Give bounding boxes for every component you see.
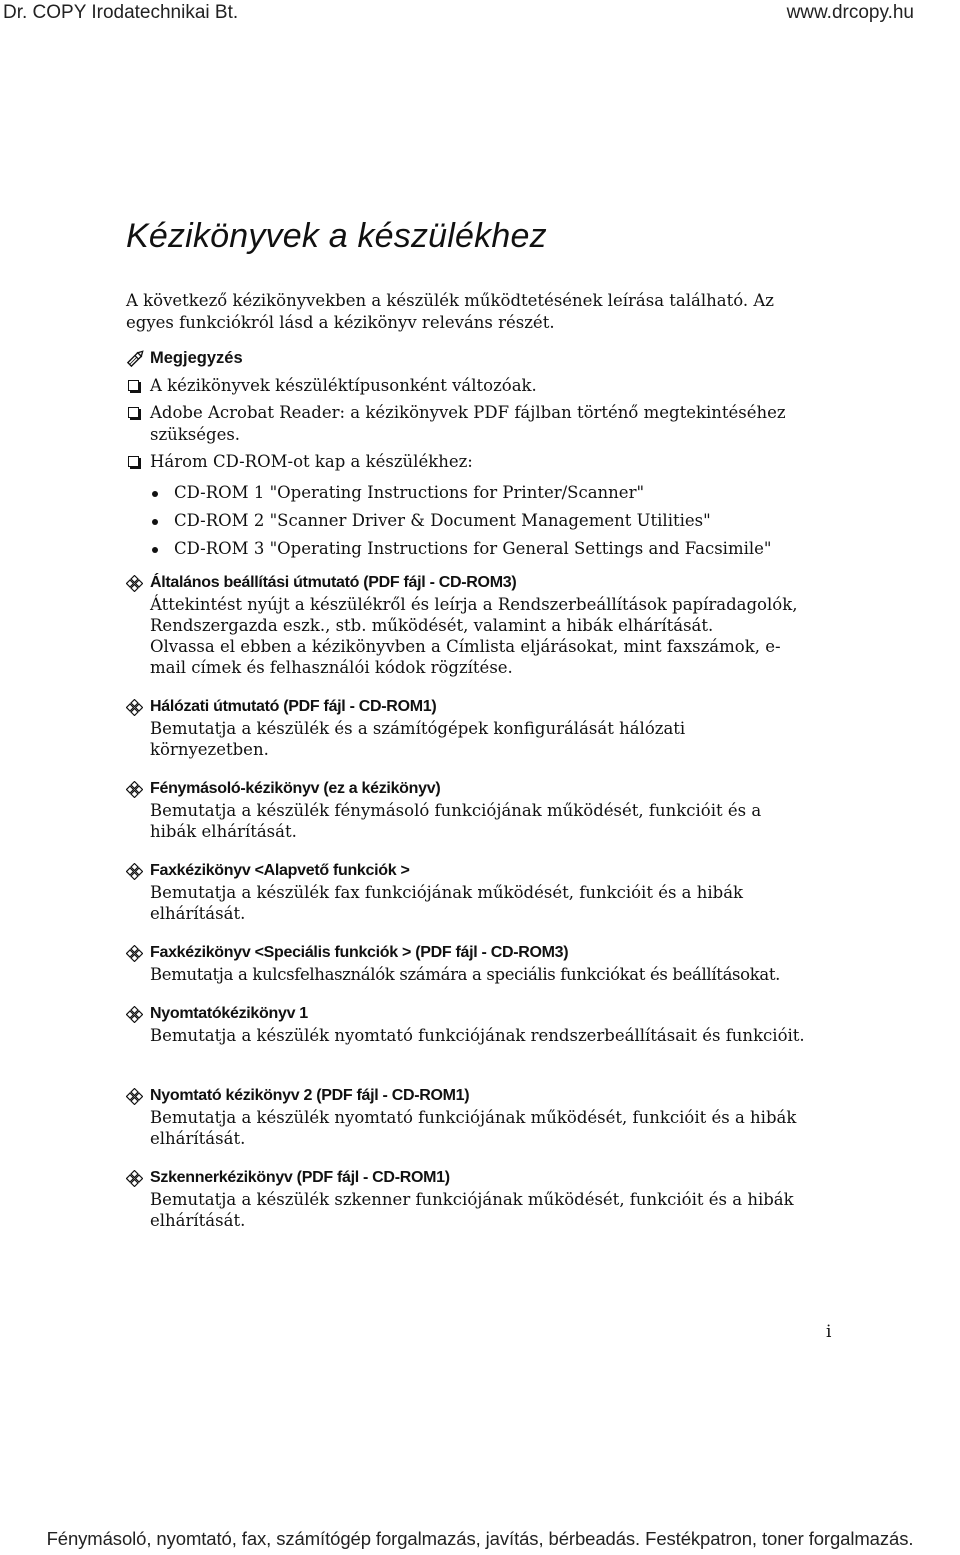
section-title: Nyomtató kézikönyv 2 (PDF fájl - CD-ROM1) (150, 1087, 470, 1104)
cdrom-list (150, 482, 826, 560)
diamond-bullet-icon (126, 1088, 143, 1105)
section-title: Általános beállítási útmutató (PDF fájl - CD-ROM3) (150, 574, 517, 591)
section-body (126, 800, 806, 842)
section-body (126, 718, 806, 760)
note-item (126, 375, 826, 397)
section-paragraph: Áttekintést nyújt a készülékről és leírja a Rendszerbeállítások papíradagolók, Rendszergazda eszk., stb. működését, valamint a hibák elhárítását. (150, 595, 798, 635)
section-body (126, 882, 806, 924)
cdrom-item-text: CD-ROM 2 "Scanner Driver & Document Management Utilities" (174, 511, 711, 530)
section-body (126, 1189, 806, 1231)
bullet-dot-icon (152, 547, 158, 553)
checkbox-bullet-icon (128, 407, 139, 418)
page-title: Kézikönyvek a készülékhez (126, 217, 547, 255)
section-paragraph: Bemutatja a készülék fénymásoló funkciójának működését, funkcióit és a hibák elhárítását. (150, 801, 762, 841)
cdrom-list-item (150, 482, 826, 504)
section-paragraph: Bemutatja a készülék nyomtató funkciójának működését, funkcióit és a hibák elhárítását. (150, 1108, 797, 1148)
section-title: Faxkézikönyv <Alapvető funkciók > (150, 862, 410, 879)
footer-text: Fénymásoló, nyomtató, fax, számítógép forgalmazás, javítás, bérbeadás. Festékpatron, toner forgalmazás. (46, 1528, 914, 1549)
checkbox-bullet-icon (128, 456, 139, 467)
note-item-text: Három CD-ROM-ot kap a készülékhez: (150, 452, 473, 471)
section-body (126, 964, 850, 985)
section-paragraph: Olvassa el ebben a kézikönyvben a Címlista eljárásokat, mint faxszámok, e-mail címek és felhasználói kódok rögzítése. (150, 637, 781, 677)
page-number: i (826, 1322, 832, 1342)
diamond-bullet-icon (126, 781, 143, 798)
note-item-text: A kézikönyvek készüléktípusonként változóak. (150, 376, 537, 395)
checkbox-bullet-icon (128, 380, 139, 391)
section-body (126, 1107, 806, 1149)
section-paragraph: Bemutatja a készülék és a számítógépek konfigurálását hálózati környezetben. (150, 719, 686, 759)
section-heading (126, 696, 806, 718)
section-paragraph: Bemutatja a készülék szkenner funkciójának működését, funkcióit és a hibák elhárítását. (150, 1190, 794, 1230)
manual-section (126, 778, 806, 842)
diamond-bullet-icon (126, 1170, 143, 1187)
manual-section (126, 696, 806, 760)
cdrom-item-text: CD-ROM 1 "Operating Instructions for Printer/Scanner" (174, 483, 645, 502)
note-item (126, 402, 826, 446)
bullet-dot-icon (152, 491, 158, 497)
section-title: Hálózati útmutató (PDF fájl - CD-ROM1) (150, 698, 437, 715)
section-paragraph: Bemutatja a kulcsfelhasználók számára a speciális funkciókat és beállításokat. (150, 965, 781, 984)
manual-section (126, 572, 806, 678)
note-item (126, 451, 826, 473)
section-heading (126, 1167, 806, 1189)
section-title: Nyomtatókézikönyv 1 (150, 1005, 308, 1022)
header-website: www.drcopy.hu (786, 2, 914, 23)
note-block (126, 346, 826, 566)
section-heading (126, 1003, 806, 1025)
diamond-bullet-icon (126, 699, 143, 716)
intro-paragraph: A következő kézikönyvekben a készülék működtetésének leírása található. Az egyes funkciókról lásd a kézikönyv releváns részét. (126, 291, 774, 332)
section-title: Faxkézikönyv <Speciális funkciók > (PDF fájl - CD-ROM3) (150, 944, 569, 961)
section-body (126, 594, 806, 678)
manual-section (126, 1167, 806, 1231)
section-paragraph: Bemutatja a készülék fax funkciójának működését, funkcióit és a hibák elhárítását. (150, 883, 744, 923)
manual-section (126, 1085, 806, 1149)
section-paragraph: Bemutatja a készülék nyomtató funkciójának rendszerbeállításait és funkcióit. (150, 1026, 805, 1045)
cdrom-item-text: CD-ROM 3 "Operating Instructions for General Settings and Facsimile" (174, 539, 772, 558)
bullet-dot-icon (152, 519, 158, 525)
diamond-bullet-icon (126, 945, 143, 962)
diamond-bullet-icon (126, 863, 143, 880)
section-heading (126, 860, 806, 882)
section-heading (126, 778, 806, 800)
header-company-name: Dr. COPY Irodatechnikai Bt. (3, 2, 239, 23)
section-heading (126, 1085, 806, 1107)
cdrom-list-item (150, 538, 826, 560)
note-item-text: Adobe Acrobat Reader: a kézikönyvek PDF fájlban történő megtekintéséhez szükséges. (150, 403, 786, 444)
manual-section (126, 942, 806, 985)
cdrom-list-item (150, 510, 826, 532)
section-body (126, 1025, 806, 1046)
note-heading (126, 346, 826, 370)
section-heading (126, 942, 806, 964)
note-label: Megjegyzés (150, 348, 243, 367)
pencil-icon (126, 348, 146, 368)
manual-section (126, 1003, 806, 1046)
diamond-bullet-icon (126, 1006, 143, 1023)
diamond-bullet-icon (126, 575, 143, 592)
section-title: Szkennerkézikönyv (PDF fájl - CD-ROM1) (150, 1169, 450, 1186)
section-title: Fénymásoló-kézikönyv (ez a kézikönyv) (150, 780, 441, 797)
manual-section (126, 860, 806, 924)
section-heading (126, 572, 806, 594)
